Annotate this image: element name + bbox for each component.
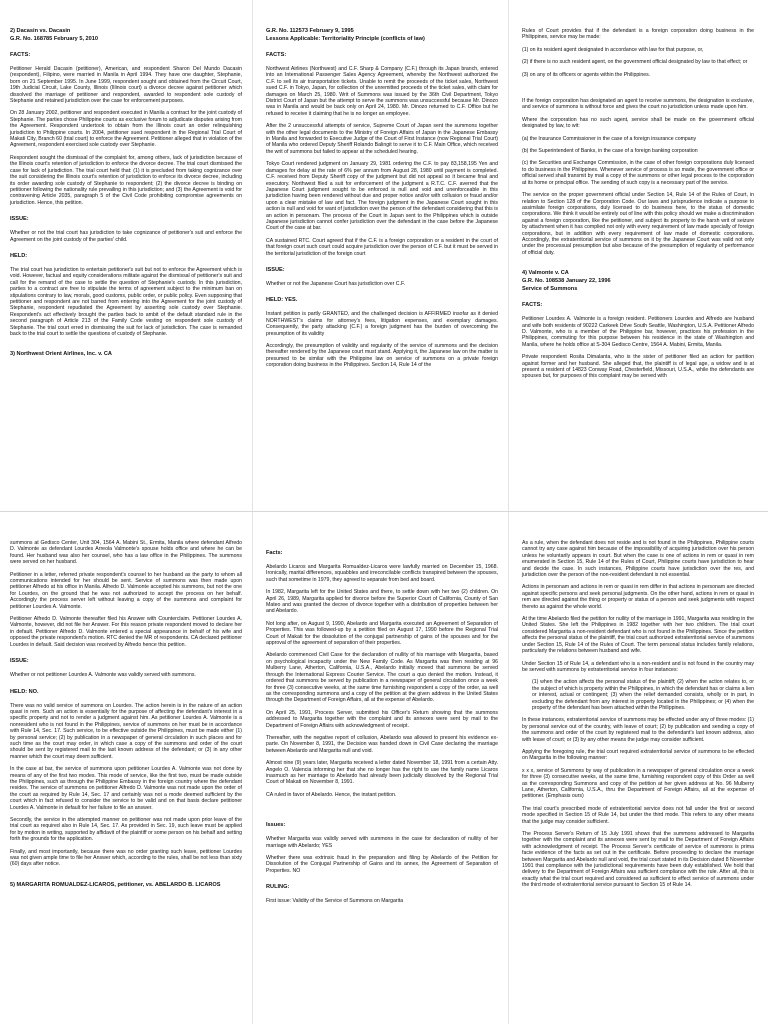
paragraph: Where the corporation has no such agent, service shall be made on the government official designated by law, to wit:	[522, 116, 756, 130]
section-heading: ISSUE:	[10, 216, 29, 223]
section-heading: Facts:	[266, 550, 283, 556]
paragraph: The trial court has jurisdiction to entertain petitioner's suit but not to enforce the Agreement which is void. However, factual and equity considerations militate against the dismissal of petitioner's suit and call for the remand of the case to settle the question of Stephanie's custody. In this jurisdiction, parties to a contract are free to stipulate the terms of agreement subject to the minimum ban on stipulations contrary to law, morals, good customs, public order, or public policy. Even supposing that petitioner and respondent are not barred from entering into the Agreement for the joint custody of Stephanie, respondent repudiated the Agreement by asserting sole custody over Stephanie. Respondent's act effectively brought the parties back to ambit of the default standard rule in the second paragraph of Article 213 of the Family Code vesting on respondent sole custody of Stephanie. The trial court erred in dismissing the suit for lack of jurisdiction. The case is remanded back to the trial court to settle the questions of custody of Stephanie.	[10, 266, 244, 337]
paragraph: The Process Server's Return of 15 July 1991 shows that the summons addressed to Margarita together with the complaint and its annexes were sent by mail to the Department of Foreign Affairs with acknowledgment of receipt. The Process Server's certificate of service of summons is prima facie evidence of the facts as set out in the certificate. Before proceeding to declare the marriage between Margarita and Abelardo null and void, the trial court stated in its Decision dated 8 November 1991 that compliance with the jurisdictional requirements have been duly established. We hold that delivery to the Department of Foreign Affairs was sufficient compliance with the rule. After all, this is exactly what the trial court required and considered as sufficient to effect service of summons under the third mode of extraterritorial service pursuant to Section 15 of Rule 14.	[522, 831, 756, 889]
spacer	[10, 874, 242, 882]
paragraph: Private respondent Rosita Dimalanta, who is the sister of petitioner filed an action for partition against former and her husband. She alleged that, the plaintiff is of legal age, a widow and is at present a resident of 14823 Conway Road, Chesterfield, Missouri, U.S.A., while the defendants are spouses but, for purposes of this complaint may be served with	[522, 354, 756, 380]
indented-paragraph: (1) when the action affects the personal status of the plaintiff; (2) when the action relates to, or the subject of which is property within the Philippines, in which the defendant has or claims a lien or interest, actual or contingent; (3) when the relief demanded consists, wholly or in part, in excluding the defendant from any interest in property located in the Philippines; or (4) when the property of the defendant has been attached within the Philippines.	[532, 679, 756, 711]
spacer	[266, 804, 498, 812]
paragraph: (2) if there is no such resident agent, on the government official designated by law to that effect; or	[522, 59, 748, 66]
section-heading: ISSUE:	[10, 658, 29, 665]
paragraph: After the 2 unsuccessful attempts of service, Supreme Court of Japan sent the summons together with the other legal documents to the Ministry of Foreign Affairs of Japan in the Japanese Embassy in Manila and forwarded to Executive Judge of the Court of First Instance (now Regional Trial Court) of Manila who ordered Deputy Sheriff Rolando Balingit to serve it to C.F. Main Office, which received the writ of summons but failed to appear at the scheduled hearing.	[266, 123, 500, 155]
paragraph: Thereafter, with the negative report of collusion, Abelardo was allowed to present his evidence ex-parte. On November 8, 1991, the Decision was handed down in Civil Case declaring the marriage between Abelardo and Margarita null and void.	[266, 734, 500, 754]
column-divider	[508, 0, 509, 512]
paragraph: The trial court's prescribed mode of extraterritorial service does not fall under the first or second mode specified in Section 15 of Rule 14, but under the third mode. This refers to any other means that the judge may consider sufficient.	[522, 805, 756, 825]
paragraph: Rules of Court provides that if the defendant is a foreign corporation doing business in the Philippines, service may be made:	[522, 28, 756, 41]
case-title: 5) MARGARITA ROMUALDEZ-LICAROS, petitioner, vs. ABELARDO B. LICAROS	[10, 881, 221, 888]
case-title: Service of Summons	[522, 286, 578, 293]
upper-page-column-3	[512, 0, 760, 512]
paragraph: Petitioner Herald Dacasin (petitioner), American, and respondent Sharon Del Mundo Dacasin (respondent), Filipino, were married in Manila in April 1994. They have one daughter, Stephanie, born on 21 September 1995. In June 1999, respondent sought and obtained from the Circuit Court, 19th Judicial Circuit, Lake County, Illinois (Illinois court) a divorce decree against petitioner which dissolved the marriage of petitioner and respondent, awarded to respondent sole custody of Stephanie and retained jurisdiction over the case for enforcement purposes.	[10, 66, 244, 105]
paragraph: In the case at bar, the service of summons upon petitioner Lourdes A. Valmonte was not done by means of any of the first two modes. This mode of service, like the first two, must be made outside the Philippines, such as through the Philippine Embassy in the foreign country where the defendant resides. The service of summons on petitioner Alfredo D. Valmonte was not made upon the order of the court as required by Rule 14, Sec. 17 and certainly was not a mode deemed sufficient by the court which in fact refused to consider the service to be valid and on that basis declare petitioner Lourdes A. Valmonte in default for her failure to file an answer.	[10, 766, 244, 811]
section-heading: FACTS:	[10, 52, 31, 58]
paragraph: Tokyo Court rendered judgment on January 29, 1981 ordering the C.F. to pay 83,158,195 Yen and damages for delay at the rate of 6% per annum from August 28, 1980 until payment is completed. C.F. received from Deputy Sheriff copy of the judgment but did not appeal so it became final and executory. Northwest filed a suit for enforcement of the judgment a R.T.C. C.F. averred that the Japanese Court judgment sought to be enforced is null and void and unenforceable in this jurisdiction having been rendered without due and proper notice and/or with collusion or fraud and/or upon a clear mistake of law and fact. The foreign judgment in the Japanese Court sought in this action is null and void for want of jurisdiction over the person of the defendant considering that this is an action in personam. The process of the Court in Japan sent to the Philippines which is outside Japanese jurisdiction cannot confer jurisdiction over the defendant in the case before the Japanese Court of the case at bar.	[266, 161, 500, 232]
paragraph: Applying the foregoing rule, the trial court required extraterritorial service of summons to be effected on Margarita in the following manner:	[522, 748, 756, 762]
lower-page-column-1	[0, 512, 248, 1024]
paragraph: In 1982, Margarita left for the United States and there, to settle down with her two (2) children. On April 26, 1989, Margarita applied for divorce before the Superior Court of California, County of San Mateo and was granted the decree of divorce together with a distribution of properties between her and Abelardo.	[266, 589, 500, 615]
case-title: G.R. No. 112573 February 9, 1995	[266, 28, 354, 34]
paragraph: The service on the proper government official under Section 14, Rule 14 of the Rules of Court, in relation to Section 128 of the Corporation Code. Our laws and jurisprudence indicate a purpose to assimilate foreign corporations, duly licensed to do business here, to the status of domestic corporations. We think it would be entirely out of line with this policy should we make a discrimination against a foreign corporation, like the petitioner, and subject its property to the harsh writ of seizure by attachment when it has complied not only with every requirement of law made specially of foreign corporations, but in addition with every requirement of law made of domestic corporations. Accordingly, the extraterritorial service of summons on it by the Japanese Court was valid not only under the processual presumption but also because of the presumption of regularity of performance of official duty.	[522, 192, 756, 256]
case-title: G.R. No. 108538 January 22, 1996	[522, 278, 611, 285]
upper-page-column-2	[256, 0, 504, 512]
paragraph: (b) the Superintendent of Banks, in the case of a foreign banking corporation	[522, 148, 698, 155]
paragraph: Actions in personam and actions in rem or quasi in rem differ in that actions in personam are directed against specific persons and seek personal judgments. On the other hand, actions in rem or quasi in rem are directed against the thing or property or status of a person and seek judgments with respect thereto as against the whole world.	[522, 584, 756, 610]
paragraph: In these instances, extraterritorial service of summons may be effected under any of three modes: (1) by personal service out of the country, with leave of court; (2) by publication and sending a copy of the summons and order of the court by registered mail to the defendant's last known address, also with leave of court; or (3) by any other means the judge may consider sufficient.	[522, 717, 756, 743]
paragraph: Petitioner in a letter, referred private respondent's counsel to her husband as the party to whom all communications intended for her should be sent. Service of summons was then made upon petitioner Alfredo at his office in Manila. Alfredo D. Valmonte accepted his summons, but not the one for Lourdes, on the ground that he was not authorized to accept the process on her behalf. Accordingly the process server left without leaving a copy of the summons and complaint for petitioner Lourdes A. Valmonte.	[10, 571, 244, 610]
section-heading: HELD: NO.	[10, 688, 39, 695]
paragraph: There was no valid service of summons on Lourdes. The action herein is in the nature of an action quasi in rem. Such an action is essentially for the purpose of affecting the defendant's interest in a specific property and not to render a judgment against him. As petitioner Lourdes A. Valmonte is a nonresident who is not found in the Philippines, service of summons on her must be in accordance with Rule 14, Sec. 17. Such service, to be effective outside the Philippines, must be made either (1) by personal service; (2) by publication in a newspaper of general circulation in such places and for such time as the court may order, in which case a copy of the summons and order of the court should be sent by registered mail to the last known address of the defendant; or (3) in any other manner which the court may deem sufficient.	[10, 702, 244, 760]
paragraph: Abelardo commenced Civil Case for the declaration of nullity of his marriage with Margarita, based on psychological incapacity under the New Family Code. As Margarita was then residing at 96 Mulberry Lane, Atherton, California, U.S.A., Abelardo initially moved that summons be served through the International Express Courier Service. The court a quo denied the motion. Instead, it ordered that summons be served by publication in a newspaper of general circulation once a week for three (3) consecutive weeks, at the same time furnishing respondent a copy of the order, as well as the corresponding summons and a copy of the petition at the given address in the United States through the Department of Foreign Affairs, all at the expense of Abelardo.	[266, 652, 500, 704]
case-title: 2) Dacasin vs. Dacasin	[10, 28, 71, 34]
paragraph: x x x, service of Summons by way of publication in a newspaper of general circulation once a week for three (3) consecutive weeks, at the same time, furnishing respondent copy of this Order as well as the corresponding Summons and copy of the petition at her given address at No. 96 Mulberry Lane, Atherton, California, U.S.A., thru the Department of Foreign Affairs, all at the expense of petitioner. (Emphasis ours)	[522, 767, 756, 800]
spacer	[522, 262, 754, 270]
paragraph: Whether or not the Japanese Court has jurisdiction over C.F.	[266, 280, 405, 287]
paragraph: Accordingly, the presumption of validity and regularity of the service of summons and the decision thereafter rendered by the Japanese court must stand. Applying it, the Japanese law on the matter is presumed to be similar with the Philippine law on service of summons on a private foreign corporation doing business in the Philippines. Section 14, Rule 14 of the	[266, 343, 500, 369]
lower-page	[0, 512, 768, 1024]
paragraph: At the time Abelardo filed the petition for nullity of the marriage in 1991, Margarita was residing in the United States. She left the Philippines in 1982 together with her two children. The trial court considered Margarita a non-resident defendant who is not found in the Philippines. Since the petition affects the personal status of the plaintiff, the trial court authorized extraterritorial service of summons under Section 15, Rule 14 of the Rules of Court. The term personal status includes family relations, particularly the relations between husband and wife.	[522, 616, 756, 655]
section-heading: RULING:	[266, 884, 290, 891]
paragraph: summons at Gedisco Center, Unit 304, 1564 A. Mabini St., Ermita, Manila where defendant Alfredo D. Valmonte as defendant Lourdes Arreola Valmonte's spouse holds office and where he can be found. Her husband was also her counsel, who has a law office in the Philippines. The summons were served on her husband.	[10, 540, 244, 566]
section-heading: ISSUE:	[266, 266, 285, 273]
paragraph: Abelardo Licaros and Margarita Romualdez-Licaros were lawfully married on December 15, 1968. Ironically, marital differences, squabbles and irreconcilable conflicts transpired between the spouses, such that sometime in 1979, they agreed to separate from bed and board.	[266, 564, 500, 583]
case-title: 3) Northwest Orient Airlines, Inc. v. CA	[10, 351, 112, 358]
paragraph: Not long after, on August 9, 1990, Abelardo and Margarita executed an Agreement of Separation of Properties. This was followed-up by a petition filed on August 17, 1990 before the Regional Trial Court of Makati for the dissolution of the conjugal partnership of gains of the spouses and for the approval of the agreement of separation of their properties.	[266, 620, 500, 647]
paragraph: First issue: Validity of the Service of Summons on Margarita	[266, 898, 404, 905]
paragraph: (a) the Insurance Commissioner in the case of a foreign insurance company	[522, 135, 697, 142]
section-heading: FACTS:	[266, 52, 287, 58]
paragraph: Secondly, the service in the attempted manner on petitioner was not made upon prior leave of the trial court as required also in Rule 14, Sec. 17. As provided in Sec. 19, such leave must be applied for by motion in writing, supported by affidavit of the plaintiff or some person on his behalf and setting forth the grounds for the application.	[10, 817, 244, 843]
paragraph: Finally, and most importantly, because there was no order granting such leave, petitioner Lourdes was not given ample time to file her Answer which, according to the rules, shall be not less than sixty (60) days after notice.	[10, 848, 244, 868]
section-heading: HELD:	[10, 252, 28, 259]
paragraph: As a rule, when the defendant does not reside and is not found in the Philippines, Philippine courts cannot try any case against him because of the impossibility of acquiring jurisdiction over his person unless he voluntarily appears in court. But when the case is one of actions in rem or quasi in rem enumerated in Section 15, Rule 14 of the Rules of Court, Philippine courts have jurisdiction to hear and decide the case. In such instances, Philippine courts have jurisdiction over the res, and jurisdiction over the person of the non-resident defendant is not essential.	[522, 540, 756, 579]
spacer	[10, 343, 242, 351]
paragraph: Almost nine (9) years later, Margarita received a letter dated November 18, 1991 from a certain Atty. Angelo O. Valencia informing her that she no longer has the right to use the family name Licaros inasmuch as her marriage to Abelardo had already been judicially dissolved by the Regional Trial Court of Makati on November 8, 1991.	[266, 760, 500, 786]
column-divider	[252, 512, 253, 1024]
paragraph: Instant petition is partly GRANTED, and the challenged decision is AFFIRMED insofar as it denied NORTHWEST's claims for attorney's fees, litigation expenses, and exemplary damages. Consequently, the party attacking (C.F.) a foreign judgment has the burden of overcoming the presumption of its validity	[266, 311, 500, 337]
paragraph: (1) on its resident agent designated in accordance with law for that purpose, or,	[522, 46, 704, 53]
paragraph: (3) on any of its officers or agents within the Philippines.	[522, 71, 651, 78]
section-heading: FACTS:	[522, 302, 543, 309]
paragraph: CA ruled in favor of Abelardo. Hence, the instant petition.	[266, 791, 397, 798]
spacer	[522, 84, 754, 98]
column-divider	[252, 0, 253, 512]
paragraph: Whether there was extrinsic fraud in the preparation and filing by Abelardo of the Petition for Dissolution of the Conjugal Partnership of Gains and its annex, the Agreement of Separation of Properties. NO	[266, 855, 500, 874]
paragraph: Whether Margarita was validly served with summons in the case for declaration of nullity of her marriage with Abelardo; YES	[266, 836, 500, 849]
paragraph: Petitioner Lourdes A. Valmonte is a foreign resident. Petitioners Lourdes and Alfredo are husband and wife both residents of 90222 Carkeek Drive South Seattle, Washington, U.S.A. Petitioner Alfredo D. Valmonte, who is a member of the Philippine bar, however, practices his profession in the Philippines, commuting for this purpose between his residence in the state of Washington and Manila, where he holds office at S-304 Gedisco Centre, 1564 A. Mabini, Ermita, Manila.	[522, 316, 756, 348]
case-title: G.R. No. 168785 February 5, 2010	[10, 36, 98, 42]
section-heading: HELD: YES.	[266, 297, 298, 304]
paragraph: Under Section 15 of Rule 14, a defendant who is a non-resident and is not found in the country may be served with summons by extraterritorial service in four instances:	[522, 660, 756, 673]
paragraph: Whether or not the trial court has jurisdiction to take cognizance of petitioner's suit and enforce the Agreement on the joint custody of the parties' child.	[10, 230, 244, 243]
upper-page-column-1	[0, 0, 248, 512]
paragraph: On April 25, 1991, Process Server, submitted his Officer's Return showing that the summons addressed to Margarita together with the complaint and its annexes were sent by mail to the Department of Foreign Affairs with acknowledgment of receipt.	[266, 709, 500, 729]
paragraph: On 28 January 2002, petitioner and respondent executed in Manila a contract for the joint custody of Stephanie. The parties chose Philippine courts as exclusive forum to adjudicate disputes arising from the Agreement. Respondent undertook to obtain from the Illinois court an order relinquishing jurisdiction to Philippine courts. In 2004, petitioner sued respondent in the Regional Trial Court of Makati City, Branch 60 (trial court) to enforce the Agreement. Petitioner alleged that in violation of the Agreement, respondent exercised sole custody over Stephanie.	[10, 110, 244, 149]
column-divider	[508, 512, 509, 1024]
paragraph: Northwest Airlines (Northwest) and C.F. Sharp & Company (C.F.) through its Japan branch, entered into an International Passenger Sales Agency Agreement, whereby the Northwest authorized the C.F. to sell its air transportation tickets. Unable to remit the proceeds of the ticket sales, Northwest sued C.F. in Tokyo, Japan, for collection of the unremitted proceeds of the ticket sales, with claim for damages on March 25, 1980. Writ of Summons was issued by the 36th Civil Department, Tokyo District Court of Japan but the attempt to serve the summons was unsuccessful because Mr. Dinozo was in Manila and would be back only on April 24, 1980. Mr. Dinozo returned to C.F. Office but he refused to receive it claiming that he is no longer an employee.	[266, 66, 500, 117]
paragraph: (c) the Securities and Exchange Commission, in the case of other foreign corporations duly licensed to do business in the Philippines. Whenever service of process is so made, the government office or official served shall transmit by mail a copy of the summons or other legal process to the corporation at its home or principal office. The sending of such copy is a necessary part of the service.	[522, 160, 756, 186]
section-heading: Issues:	[266, 822, 286, 829]
lower-page-column-2	[256, 512, 504, 1024]
paragraph: If the foreign corporation has designated an agent to receive summons, the designation is exclusive, and service of summons is without force and gives the court no jurisdiction unless made upon him.	[522, 98, 756, 111]
lower-page-column-3	[512, 512, 760, 1024]
paragraph: CA sustained RTC. Court agreed that if the C.F. is a foreign corporation or a resident in the court of that foreign court such court could acquire jurisdiction over the person of C.F. but it must be served in the territorial jurisdiction of the foreign court	[266, 237, 500, 257]
paragraph: Petitioner Alfredo D. Valmonte thereafter filed his Answer with Counterclaim. Petitioner Lourdes A. Valmonte, however, did not file her Answer. For this reason private respondent moved to declare her in default. Petitioner Alfredo D. Valmonte entered a special appearance in behalf of his wife and opposed the private respondent's motion. RTC denied the MR of respondents. CA declared petitioner Lourdes in default. Said decision was received by Alfredo hence this petition.	[10, 616, 244, 648]
paragraph: Respondent sought the dismissal of the complaint for, among others, lack of jurisdiction because of the Illinois court's retention of jurisdiction to enforce the divorce decree. The trial court dismissed the case for lack of jurisdiction. The trial court held that: (1) it is precluded from taking cognizance over the suit considering the Illinois court's retention of jurisdiction to enforce its divorce decree, including its order awarding sole custody of Stephanie to respondent; (2) the divorce decree is binding on petitioner following the nationality rule prevailing in this jurisdiction; and (3) the Agreement is void for contravening Article 2035, paragraph 5 of the Civil Code prohibiting compromise agreements on jurisdiction. Hence, this petition.	[10, 154, 244, 206]
case-title: Lessons Applicable: Territoriality Principle (conflicts of law)	[266, 36, 425, 42]
case-title: 4) Valmonte v. CA	[522, 270, 569, 277]
paragraph: Whether or not petitioner Lourdes A. Valmonte was validly served with summons.	[10, 672, 196, 679]
